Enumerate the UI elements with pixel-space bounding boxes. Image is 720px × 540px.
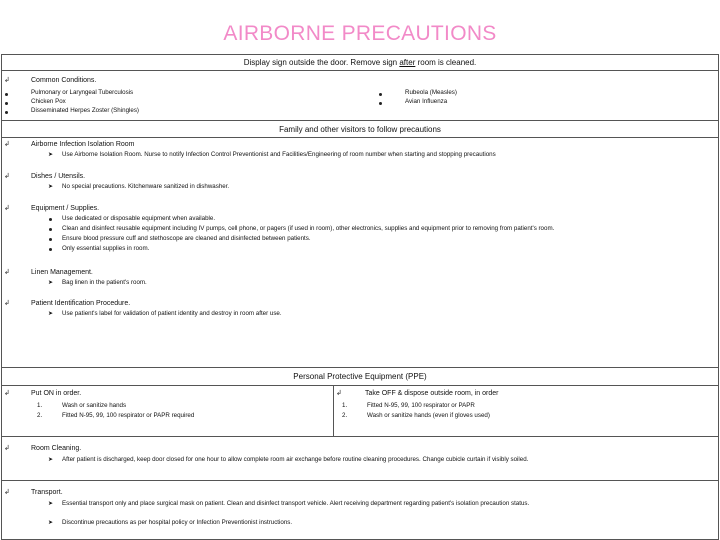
put-on-heading: Put ON in order.	[31, 390, 82, 397]
conditions-section	[2, 71, 718, 121]
arrowhead-icon: ➤	[48, 501, 54, 507]
patient-id-heading: Patient Identification Procedure.	[31, 300, 131, 307]
take-off-heading: Take OFF & dispose outside room, in order	[365, 390, 499, 397]
condition-item: Disseminated Herpes Zoster (Shingles)	[31, 107, 139, 114]
ppe-header: Personal Protective Equipment (PPE)	[2, 369, 718, 386]
arrow-bullet-icon: ↲	[4, 141, 10, 148]
transport-heading: Transport.	[31, 489, 63, 496]
linen-heading: Linen Management.	[31, 269, 93, 276]
transport-section	[2, 482, 718, 539]
condition-item: Chicken Pox	[31, 98, 66, 105]
room-cleaning-heading: Room Cleaning.	[31, 445, 82, 452]
dot-bullet-icon	[49, 248, 52, 251]
precautions-sheet	[1, 54, 719, 540]
take-off-step: Fitted N-95, 99, 100 respirator or PAPR	[367, 402, 475, 409]
sign-text-underlined: after	[399, 58, 416, 67]
airborne-heading: Airborne Infection Isolation Room	[31, 141, 135, 148]
dishes-item: No special precautions. Kitchenware sanitized in dishwasher.	[62, 183, 230, 190]
room-cleaning-section	[2, 438, 718, 481]
take-off-step: Wash or sanitize hands (even if gloves used)	[367, 412, 490, 419]
step-number: 2.	[37, 412, 43, 419]
patient-id-item: Use patient's label for validation of patient identity and destroy in room after use.	[62, 310, 282, 317]
dot-bullet-icon	[49, 228, 52, 231]
step-number: 1.	[37, 402, 43, 409]
airborne-item: Use Airborne Isolation Room. Nurse to notify Infection Control Preventionist and Facilities/Engineering of room number when starting and stopping precautions	[62, 151, 496, 158]
procedures-section	[2, 138, 718, 368]
arrowhead-icon: ➤	[48, 152, 54, 158]
arrowhead-icon: ➤	[48, 311, 54, 317]
arrow-bullet-icon: ↲	[336, 390, 342, 397]
dot-bullet-icon	[379, 93, 382, 96]
arrow-bullet-icon: ↲	[4, 489, 10, 496]
arrowhead-icon: ➤	[48, 520, 54, 526]
equipment-heading: Equipment / Supplies.	[31, 205, 100, 212]
equipment-item: Ensure blood pressure cuff and stethoscope are cleaned and disinfected between patients.	[62, 235, 311, 242]
transport-item: Discontinue precautions as per hospital policy or Infection Preventionist instructions.	[62, 519, 293, 526]
arrow-bullet-icon: ↲	[4, 205, 10, 212]
condition-item: Pulmonary or Laryngeal Tuberculosis	[31, 89, 134, 96]
page-title: AIRBORNE PRECAUTIONS	[223, 22, 497, 45]
arrow-bullet-icon: ↲	[4, 173, 10, 180]
arrowhead-icon: ➤	[48, 184, 54, 190]
dot-bullet-icon	[49, 238, 52, 241]
ppe-divider	[333, 386, 334, 436]
dot-bullet-icon	[5, 102, 8, 105]
step-number: 1.	[342, 402, 348, 409]
arrowhead-icon: ➤	[48, 457, 54, 463]
conditions-heading: Common Conditions.	[31, 77, 97, 84]
arrow-bullet-icon: ↲	[4, 300, 10, 307]
arrow-bullet-icon: ↲	[4, 77, 10, 84]
sign-text-before: Display sign outside the door. Remove sign	[243, 58, 400, 67]
linen-item: Bag linen in the patient's room.	[62, 279, 147, 286]
dot-bullet-icon	[379, 102, 382, 105]
room-cleaning-item: After patient is discharged, keep door closed for one hour to allow complete room air exchange before routine cleaning procedures. Change cubicle curtain if visibly soiled.	[62, 456, 529, 463]
ppe-section	[2, 386, 718, 437]
dot-bullet-icon	[5, 111, 8, 114]
dot-bullet-icon	[5, 93, 8, 96]
condition-item: Avian Influenza	[405, 98, 448, 105]
sign-text-after: room is cleaned.	[415, 58, 477, 67]
condition-item: Rubeola (Measles)	[405, 89, 457, 96]
sign-instruction	[2, 55, 718, 71]
put-on-step: Wash or sanitize hands	[62, 402, 127, 409]
put-on-step: Fitted N-95, 99, 100 respirator or PAPR required	[62, 412, 195, 419]
transport-item: Essential transport only and place surgical mask on patient. Clean and disinfect transport vehicle. Alert receiving department regarding patient's isolation precaution status.	[62, 500, 530, 507]
dishes-heading: Dishes / Utensils.	[31, 173, 86, 180]
equipment-item: Only essential supplies in room.	[62, 245, 150, 252]
equipment-item: Clean and disinfect reusable equipment including IV pumps, cell phone, or pagers (if used in room), other electronics, supplies and equipment prior to removing from patient's room.	[62, 225, 555, 232]
arrowhead-icon: ➤	[48, 280, 54, 286]
arrow-bullet-icon: ↲	[4, 269, 10, 276]
arrow-bullet-icon: ↲	[4, 445, 10, 452]
arrow-bullet-icon: ↲	[4, 390, 10, 397]
dot-bullet-icon	[49, 218, 52, 221]
step-number: 2.	[342, 412, 348, 419]
equipment-item: Use dedicated or disposable equipment when available.	[62, 215, 216, 222]
family-header: Family and other visitors to follow precautions	[2, 122, 718, 138]
